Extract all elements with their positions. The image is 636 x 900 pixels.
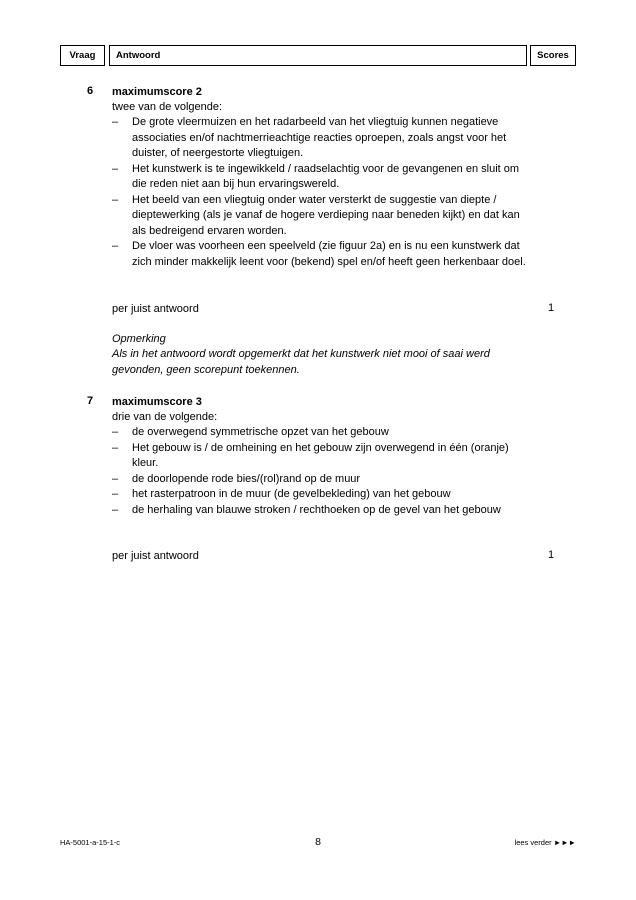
continue-label: lees verder ►►► xyxy=(514,838,576,847)
list-item: – Het gebouw is / de omheining en het gebouw zijn overwegend in één (oranje) kleur. xyxy=(112,441,509,469)
list-item-text: De vloer was voorheen een speelveld (zie figuur 2a) en is nu een kunstwerk dat zich minder makkelijk leent voor (bekend) spel en/of heeft geen herkenbaar doel. xyxy=(132,240,526,268)
per-answer-label: per juist antwoord xyxy=(112,550,199,562)
list-item: – Het beeld van een vliegtuig onder water versterkt de suggestie van diepte / dieptewerking (als je vanaf de hogere verdieping naar beneden kijkt) en dat kan als bedreigend ervaren worden. xyxy=(112,193,520,237)
list-item: – de overwegend symmetrische opzet van het gebouw xyxy=(112,426,389,438)
remark-text: Als in het antwoord wordt opgemerkt dat het kunstwerk niet mooi of saai werd gevonden, geen scorepunt toekennen. xyxy=(112,348,490,376)
score-value: 1 xyxy=(547,302,555,314)
score-value: 1 xyxy=(547,549,555,561)
answer-intro: twee van de volgende: xyxy=(112,101,223,113)
list-item: – het rasterpatroon in de muur (de gevelbekleding) van het gebouw xyxy=(112,488,451,500)
question-number: 6 xyxy=(87,85,94,97)
header-antwoord: Antwoord xyxy=(109,45,527,66)
list-item-text: de herhaling van blauwe stroken / rechthoeken op de gevel van het gebouw xyxy=(132,503,501,516)
answer-list xyxy=(112,425,532,518)
list-item-text: De grote vleermuizen en het radarbeeld van het vliegtuig kunnen negatieve associaties en/of nachtmerrieachtige reacties oproepen, zoals angst voor het duister, of neergestorte vliegtuigen. xyxy=(132,116,507,159)
max-score: maximumscore 3 xyxy=(112,396,202,408)
max-score: maximumscore 2 xyxy=(112,86,202,98)
header-vraag: Vraag xyxy=(60,45,105,66)
list-item-text: de doorlopende rode bies/(rol)rand op de muur xyxy=(132,472,361,485)
list-item-text: Het kunstwerk is te ingewikkeld / raadselachtig voor de gevangenen en sluit om die reden niet aan bij hun ervaringswereld. xyxy=(132,162,520,190)
list-item: – De grote vleermuizen en het radarbeeld van het vliegtuig kunnen negatieve associaties en/of nachtmerrieachtige reacties oproepen, zoals angst voor het duister, of neergestorte vliegtuigen. xyxy=(112,116,507,159)
list-item: – de herhaling van blauwe stroken / rechthoeken op de gevel van het gebouw xyxy=(112,503,501,516)
answer-list xyxy=(112,115,532,270)
answer-intro: drie van de volgende: xyxy=(112,411,218,423)
list-item: – Het kunstwerk is te ingewikkeld / raadselachtig voor de gevangenen en sluit om die reden niet aan bij hun ervaringswereld. xyxy=(112,162,520,190)
list-item-text: Het beeld van een vliegtuig onder water versterkt de suggestie van diepte / dieptewerking (als je vanaf de hogere verdieping naar beneden kijkt) en dat kan als bedreigend ervaren worden. xyxy=(132,193,520,237)
list-item: – de doorlopende rode bies/(rol)rand op de muur xyxy=(112,472,361,485)
list-item-text: het rasterpatroon in de muur (de gevelbekleding) van het gebouw xyxy=(132,488,451,500)
list-item-text: de overwegend symmetrische opzet van het gebouw xyxy=(132,426,389,438)
question-number: 7 xyxy=(87,395,94,407)
page-number: 8 xyxy=(315,836,321,848)
per-answer-label: per juist antwoord xyxy=(112,303,199,315)
header-scores: Scores xyxy=(530,45,576,66)
list-item-text: Het gebouw is / de omheining en het gebouw zijn overwegend in één (oranje) kleur. xyxy=(132,441,509,469)
document-code: HA-5001-a-15-1-c xyxy=(60,838,121,847)
list-item: – De vloer was voorheen een speelveld (zie figuur 2a) en is nu een kunstwerk dat zich minder makkelijk leent voor (bekend) spel en/of heeft geen herkenbaar doel. xyxy=(112,240,526,268)
remark-title: Opmerking xyxy=(112,333,166,345)
